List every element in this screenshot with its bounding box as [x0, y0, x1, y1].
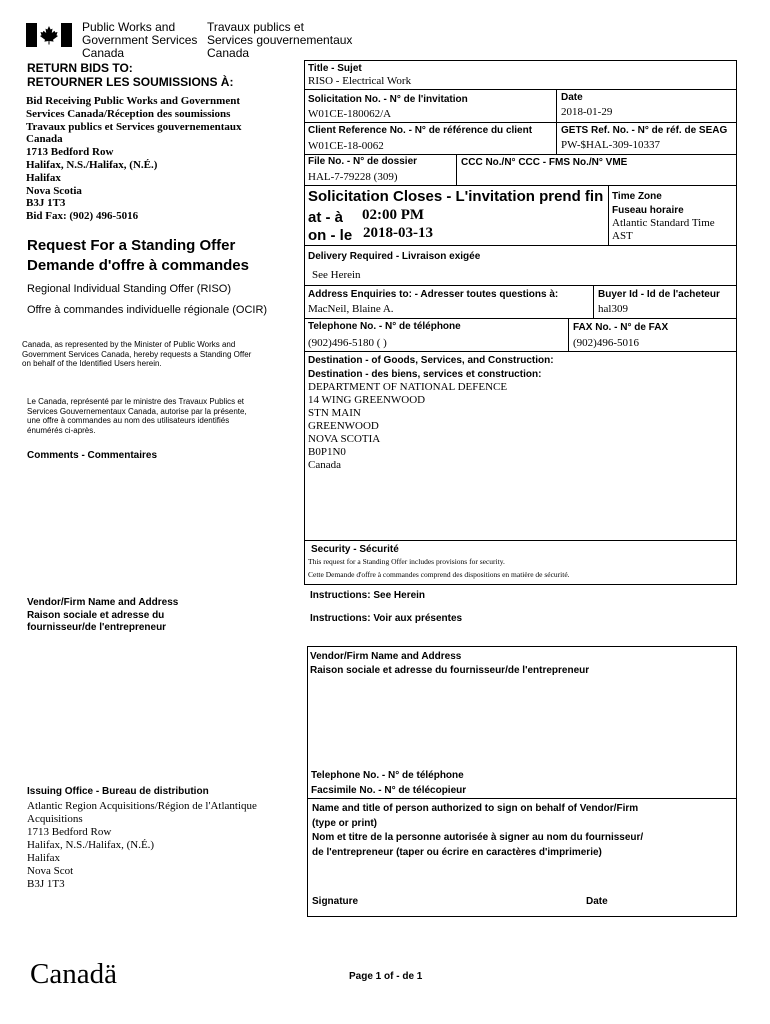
- riso-en: Regional Individual Standing Offer (RISO): [27, 283, 232, 295]
- security-text-fr: Cette Demande d'offre à commandes comprend des dispositions en matière de sécurité.: [308, 570, 570, 579]
- buyer-id-value: hal309: [598, 303, 628, 315]
- solicitation-no-label: Solicitation No. - N° de l'invitation: [308, 94, 468, 105]
- signature-date-label: Date: [586, 896, 608, 907]
- vendor-label-left: Vendor/Firm Name and Address Raison sociale et adresse du fournisseur/de l'entrepreneur: [27, 597, 179, 633]
- title-value: RISO - Electrical Work: [308, 75, 412, 87]
- canada-flag-icon: [26, 23, 72, 47]
- solicitation-no-value: W01CE-180062/A: [308, 108, 392, 120]
- security-label: Security - Sécurité: [311, 544, 399, 555]
- return-bids-heading: RETURN BIDS TO: RETOURNER LES SOUMISSIONS À:: [27, 61, 234, 89]
- vendor-telephone-label: Telephone No. - N° de téléphone: [311, 770, 464, 781]
- instructions-fr: Instructions: Voir aux présentes: [310, 613, 463, 624]
- destination-label: Destination - of Goods, Services, and Construction: Destination - des biens, services et construction:: [308, 355, 554, 380]
- closes-on-value: 2018-03-13: [363, 225, 433, 241]
- delivery-required-value: See Herein: [312, 269, 361, 281]
- address-enquiries-value: MacNeil, Blaine A.: [308, 303, 394, 315]
- request-paragraph-fr: Le Canada, représenté par le ministre des Travaux Publics et Services Gouvernementaux Canada, autorise par la présente, une offre à commandes au nom des utilisateurs identifiés énumérés ci-après.: [27, 397, 247, 435]
- authorized-person-label: Name and title of person authorized to sign on behalf of Vendor/Firm (type or print) Nom et titre de la personne autorisée à signer au nom du fournisseur/ de l'entrepreneur (taper ou écrire en caractères d'imprimerie): [312, 803, 644, 858]
- date-value: 2018-01-29: [561, 106, 613, 118]
- time-zone-value: Atlantic Standard Time AST: [612, 217, 715, 242]
- signature-label: Signature: [312, 896, 359, 907]
- client-reference-label: Client Reference No. - N° de référence du client: [308, 125, 533, 136]
- document-title: Request For a Standing Offer Demande d'offre à commandes: [27, 237, 249, 274]
- time-zone-label: Time Zone Fuseau horaire: [612, 191, 684, 216]
- buyer-id-label: Buyer Id - Id de l'acheteur: [598, 289, 720, 300]
- department-name-fr: Travaux publics et Services gouvernementaux Canada: [207, 20, 353, 60]
- request-paragraph-en: Canada, as represented by the Minister of Public Works and Government Services Canada, hereby requests a Standing Offer on behalf of the Identified Users herein.: [22, 340, 252, 368]
- solicitation-closes-title: Solicitation Closes - L'invitation prend fin: [308, 188, 604, 205]
- vendor-name-address-label: Vendor/Firm Name and Address Raison sociale et adresse du fournisseur/de l'entrepreneur: [310, 651, 590, 676]
- file-no-label: File No. - N° de dossier: [308, 156, 418, 167]
- file-no-value: HAL-7-79228 (309): [308, 171, 398, 183]
- telephone-label: Telephone No. - N° de téléphone: [308, 321, 461, 332]
- date-label: Date: [561, 92, 583, 103]
- closes-at-value: 02:00 PM: [362, 207, 425, 223]
- vendor-facsimile-label: Facsimile No. - N° de télécopieur: [311, 785, 467, 796]
- gets-ref-label: GETS Ref. No. - N° de réf. de SEAG: [561, 125, 728, 136]
- destination-address: DEPARTMENT OF NATIONAL DEFENCE 14 WING GREENWOOD STN MAIN GREENWOOD NOVA SCOTIA B0P1N0 Canada: [308, 381, 508, 471]
- riso-fr: Offre à commandes individuelle régionale (OCIR): [27, 304, 268, 316]
- fax-label: FAX No. - N° de FAX: [573, 322, 669, 333]
- closes-at-label: at - à: [308, 209, 344, 226]
- client-reference-value: W01CE-18-0062: [308, 140, 384, 152]
- bid-receiving-address: Bid Receiving Public Works and Government Services Canada/Réception des soumissions Travaux publics et Services gouvernementaux Canada 1713 Bedford Row Halifax, N.S./Halifax, (N.É.) Halifax Nova Scotia B3J 1T3 Bid Fax: (902) 496-5016: [26, 95, 242, 223]
- issuing-office-address: Atlantic Region Acquisitions/Région de l'Atlantique Acquisitions 1713 Bedford Row Halifax, N.S./Halifax, (N.É.) Halifax Nova Scot B3J 1T3: [27, 800, 257, 890]
- fax-value: (902)496-5016: [573, 337, 639, 349]
- comments-label: Comments - Commentaires: [27, 450, 158, 461]
- department-name-en: Public Works and Government Services Canada: [82, 20, 198, 60]
- title-label: Title - Sujet: [308, 63, 362, 74]
- page-number: Page 1 of - de 1: [349, 971, 423, 982]
- telephone-value: (902)496-5180 ( ): [308, 337, 387, 349]
- ccc-no-label: CCC No./N° CCC - FMS No./N° VME: [461, 157, 628, 168]
- delivery-required-label: Delivery Required - Livraison exigée: [308, 251, 481, 262]
- security-text-en: This request for a Standing Offer includes provisions for security.: [308, 557, 505, 566]
- canada-wordmark: Canadä: [30, 958, 117, 990]
- gets-ref-value: PW-$HAL-309-10337: [561, 139, 660, 151]
- closes-on-label: on - le: [308, 227, 353, 244]
- instructions-en: Instructions: See Herein: [310, 590, 426, 601]
- issuing-office-label: Issuing Office - Bureau de distribution: [27, 786, 209, 797]
- address-enquiries-label: Address Enquiries to: - Adresser toutes questions à:: [308, 289, 559, 300]
